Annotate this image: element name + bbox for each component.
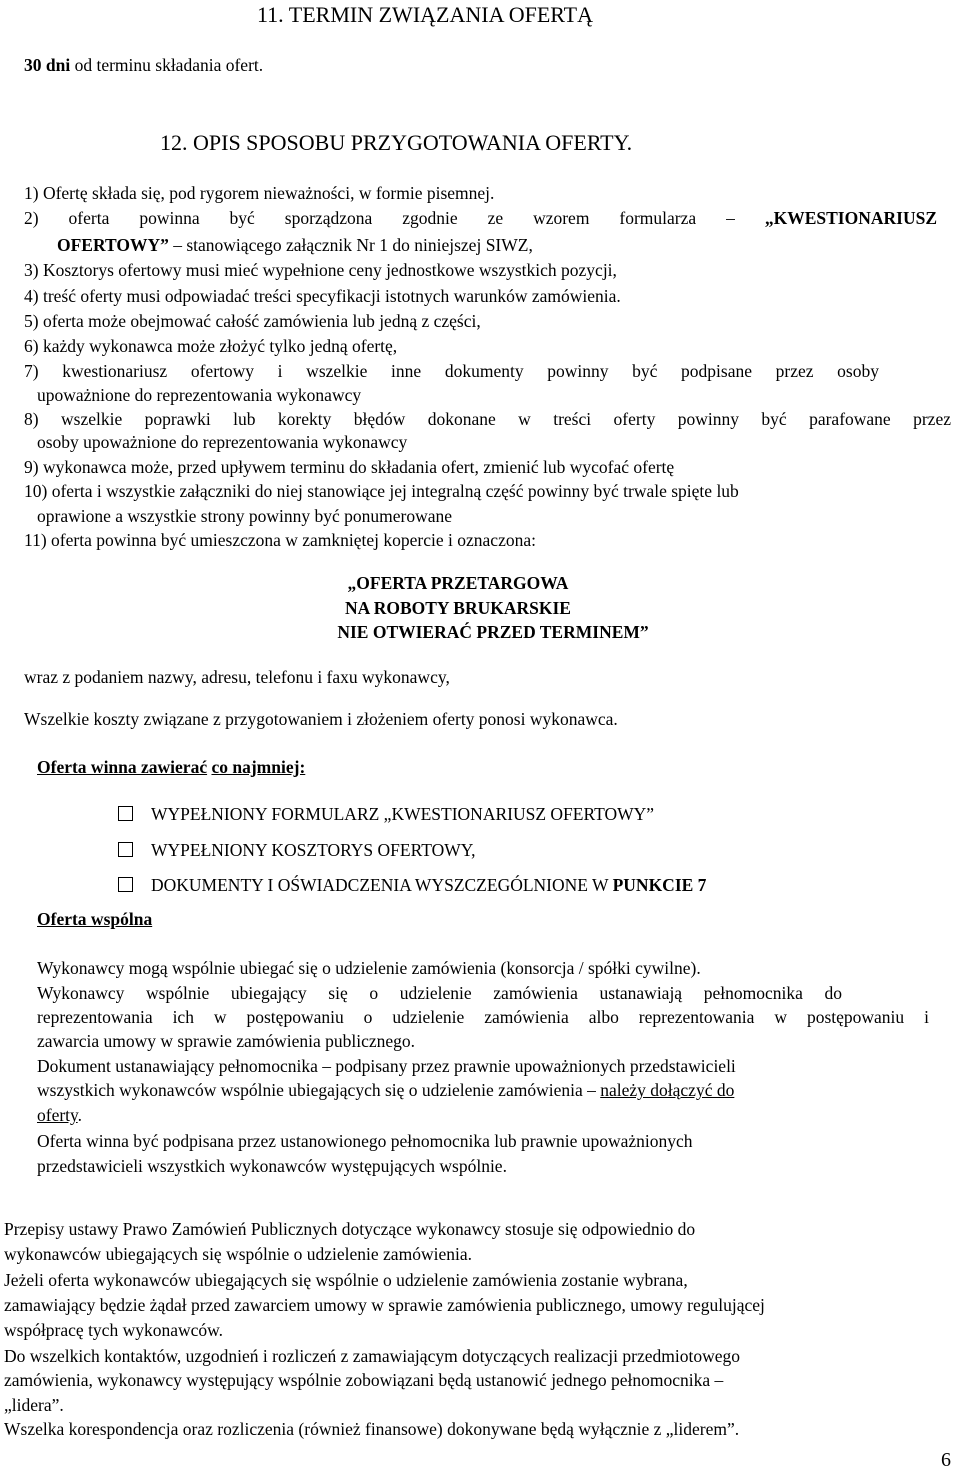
list-item-2-form-name: „KWESTIONARIUSZ [764,208,937,228]
offer-contents-item-text: WYPEŁNIONY FORMULARZ „KWESTIONARIUSZ OFERTOWY” [151,804,655,824]
list-item-1: 1) Ofertę składa się, pod rygorem nieważności, w formie pisemnej. [24,183,495,203]
joint-offer-p2-line3: zawarcia umowy w sprawie zamówienia publicznego. [37,1031,416,1051]
joint-offer-p3-line2 [37,1080,734,1101]
list-item-8-line2: osoby upoważnione do reprezentowania wykonawcy [37,432,408,452]
list-item-2-text: 2) oferta powinna być sporządzona zgodnie ze wzorem formularza – [24,208,765,228]
list-item-5: 5) oferta może obejmować całość zamówienia lub jedną z części, [24,311,481,331]
list-item-10-line2: oprawione a wszystkie strony powinny być ponumerowane [37,506,453,526]
offer-contents-heading-a: Oferta winna zawierać [37,757,208,777]
binding-days: 30 dni [24,55,71,75]
list-item-2-line2 [57,235,533,256]
joint-offer-p3-attach: należy dołączyć do [600,1080,735,1100]
offer-contents-item [118,875,706,896]
envelope-line-2: NA ROBOTY BRUKARSKIE [345,598,571,618]
regulations-line-9: Wszelka korespondencja oraz rozliczenia (również finansowe) dokonywane będą wyłącznie z „liderem”. [4,1419,740,1439]
joint-offer-p4-line1: Oferta winna być podpisana przez ustanowionego pełnomocnika lub prawnie upoważnionych [37,1131,693,1151]
regulations-line-8: „lidera”. [4,1395,64,1415]
envelope-line-1: „OFERTA PRZETARGOWA [347,573,569,593]
joint-offer-p3-line1: Dokument ustanawiający pełnomocnika – podpisany przez prawnie upoważnionych przedstawicieli [37,1056,736,1076]
list-item-4: 4) treść oferty musi odpowiadać treści specyfikacji istotnych warunków zamówienia. [24,286,621,306]
offer-contents-item-text: WYPEŁNIONY KOSZTORYS OFERTOWY, [151,840,476,860]
list-item-7-line2: upoważnione do reprezentowania wykonawcy [37,385,362,405]
offer-contents-heading-b: co najmniej: [211,757,306,777]
checkbox-icon [118,877,133,892]
regulations-line-4: zamawiający będzie żądał przed zawarciem umowy w sprawie zamówienia publicznego, umowy regulującej [4,1295,765,1315]
list-item-9: 9) wykonawca może, przed upływem terminu do składania ofert, zmienić lub wycofać ofertę [24,457,675,477]
joint-offer-heading: Oferta wspólna [37,909,153,929]
offer-contents-item-bold: PUNKCIE 7 [612,875,707,895]
regulations-line-1: Przepisy ustawy Prawo Zamówień Publicznych dotyczące wykonawcy stosuje się odpowiednio do [4,1219,696,1239]
list-item-7-line1: 7) kwestionariusz ofertowy i wszelkie inne dokumenty powinny być podpisane przez osoby [24,361,879,381]
list-item-6: 6) każdy wykonawca może złożyć tylko jedną ofertę, [24,336,398,356]
regulations-line-6: Do wszelkich kontaktów, uzgodnień i rozliczeń z zamawiającym dotyczących realizacji przedmiotowego [4,1346,740,1366]
list-item-2-form-name-end: OFERTOWY” [57,235,169,255]
envelope-line-3: NIE OTWIERAĆ PRZED TERMINEM” [337,622,649,642]
joint-offer-p3-text: wszystkich wykonawców wspólnie ubiegających się o udzielenie zamówienia – [37,1080,601,1100]
joint-offer-p3-period: . [77,1105,83,1125]
list-item-10-line1: 10) oferta i wszystkie załączniki do niej stanowiące jej integralną część powinny być trwale spięte lub [24,481,739,501]
regulations-line-2: wykonawców ubiegających się wspólnie o udzielenie zamówienia. [4,1244,472,1264]
checkbox-icon [118,806,133,821]
section-12-heading: 12. OPIS SPOSOBU PRZYGOTOWANIA OFERTY. [160,130,633,155]
binding-period [24,55,263,76]
offer-contents-item [118,804,654,825]
offer-contents-heading [37,757,305,778]
joint-offer-p3-attach-end: oferty [37,1105,78,1125]
regulations-line-7: zamówienia, wykonawcy występujący wspólnie zobowiązani będą ustanowić jednego pełnomocnika – [4,1370,724,1390]
section-11-heading: 11. TERMIN ZWIĄZANIA OFERTĄ [257,2,593,27]
list-item-11: 11) oferta powinna być umieszczona w zamkniętej kopercie i oznaczona: [24,530,536,550]
offer-contents-item [118,840,476,861]
checkbox-icon [118,842,133,857]
regulations-line-3: Jeżeli oferta wykonawców ubiegających się wspólnie o udzielenie zamówienia zostanie wybrana, [4,1270,688,1290]
list-item-3: 3) Kosztorys ofertowy musi mieć wypełnione ceny jednostkowe wszystkich pozycji, [24,260,617,280]
joint-offer-p2-line1: Wykonawcy wspólnie ubiegający się o udzielenie zamówienia ustanawiają pełnomocnika do [37,983,842,1003]
page-number: 6 [941,1449,951,1471]
joint-offer-p4-line2: przedstawicieli wszystkich wykonawców występujących wspólnie. [37,1156,507,1176]
binding-days-rest: od terminu składania ofert. [70,55,264,75]
offer-contents-item-text: DOKUMENTY I OŚWIADCZENIA WYSZCZEGÓLNIONE W [151,875,613,895]
costs-note: Wszelkie koszty związane z przygotowaniem i złożeniem oferty ponosi wykonawca. [24,709,618,729]
list-item-2-rest: – stanowiącego załącznik Nr 1 do niniejszej SIWZ, [168,235,533,255]
joint-offer-p1: Wykonawcy mogą wspólnie ubiegać się o udzielenie zamówienia (konsorcja / spółki cywilne). [37,958,701,978]
joint-offer-p2-line2: reprezentowania ich w postępowaniu o udzielenie zamówienia albo reprezentowania w postępowaniu i [37,1007,929,1027]
envelope-note: wraz z podaniem nazwy, adresu, telefonu i faxu wykonawcy, [24,667,450,687]
list-item-8-line1: 8) wszelkie poprawki lub korekty błędów dokonane w treści oferty powinny być parafowane przez [24,409,951,429]
regulations-line-5: współpracę tych wykonawców. [4,1320,224,1340]
list-item-2-line1 [24,208,937,229]
joint-offer-p3-line3 [37,1105,82,1126]
